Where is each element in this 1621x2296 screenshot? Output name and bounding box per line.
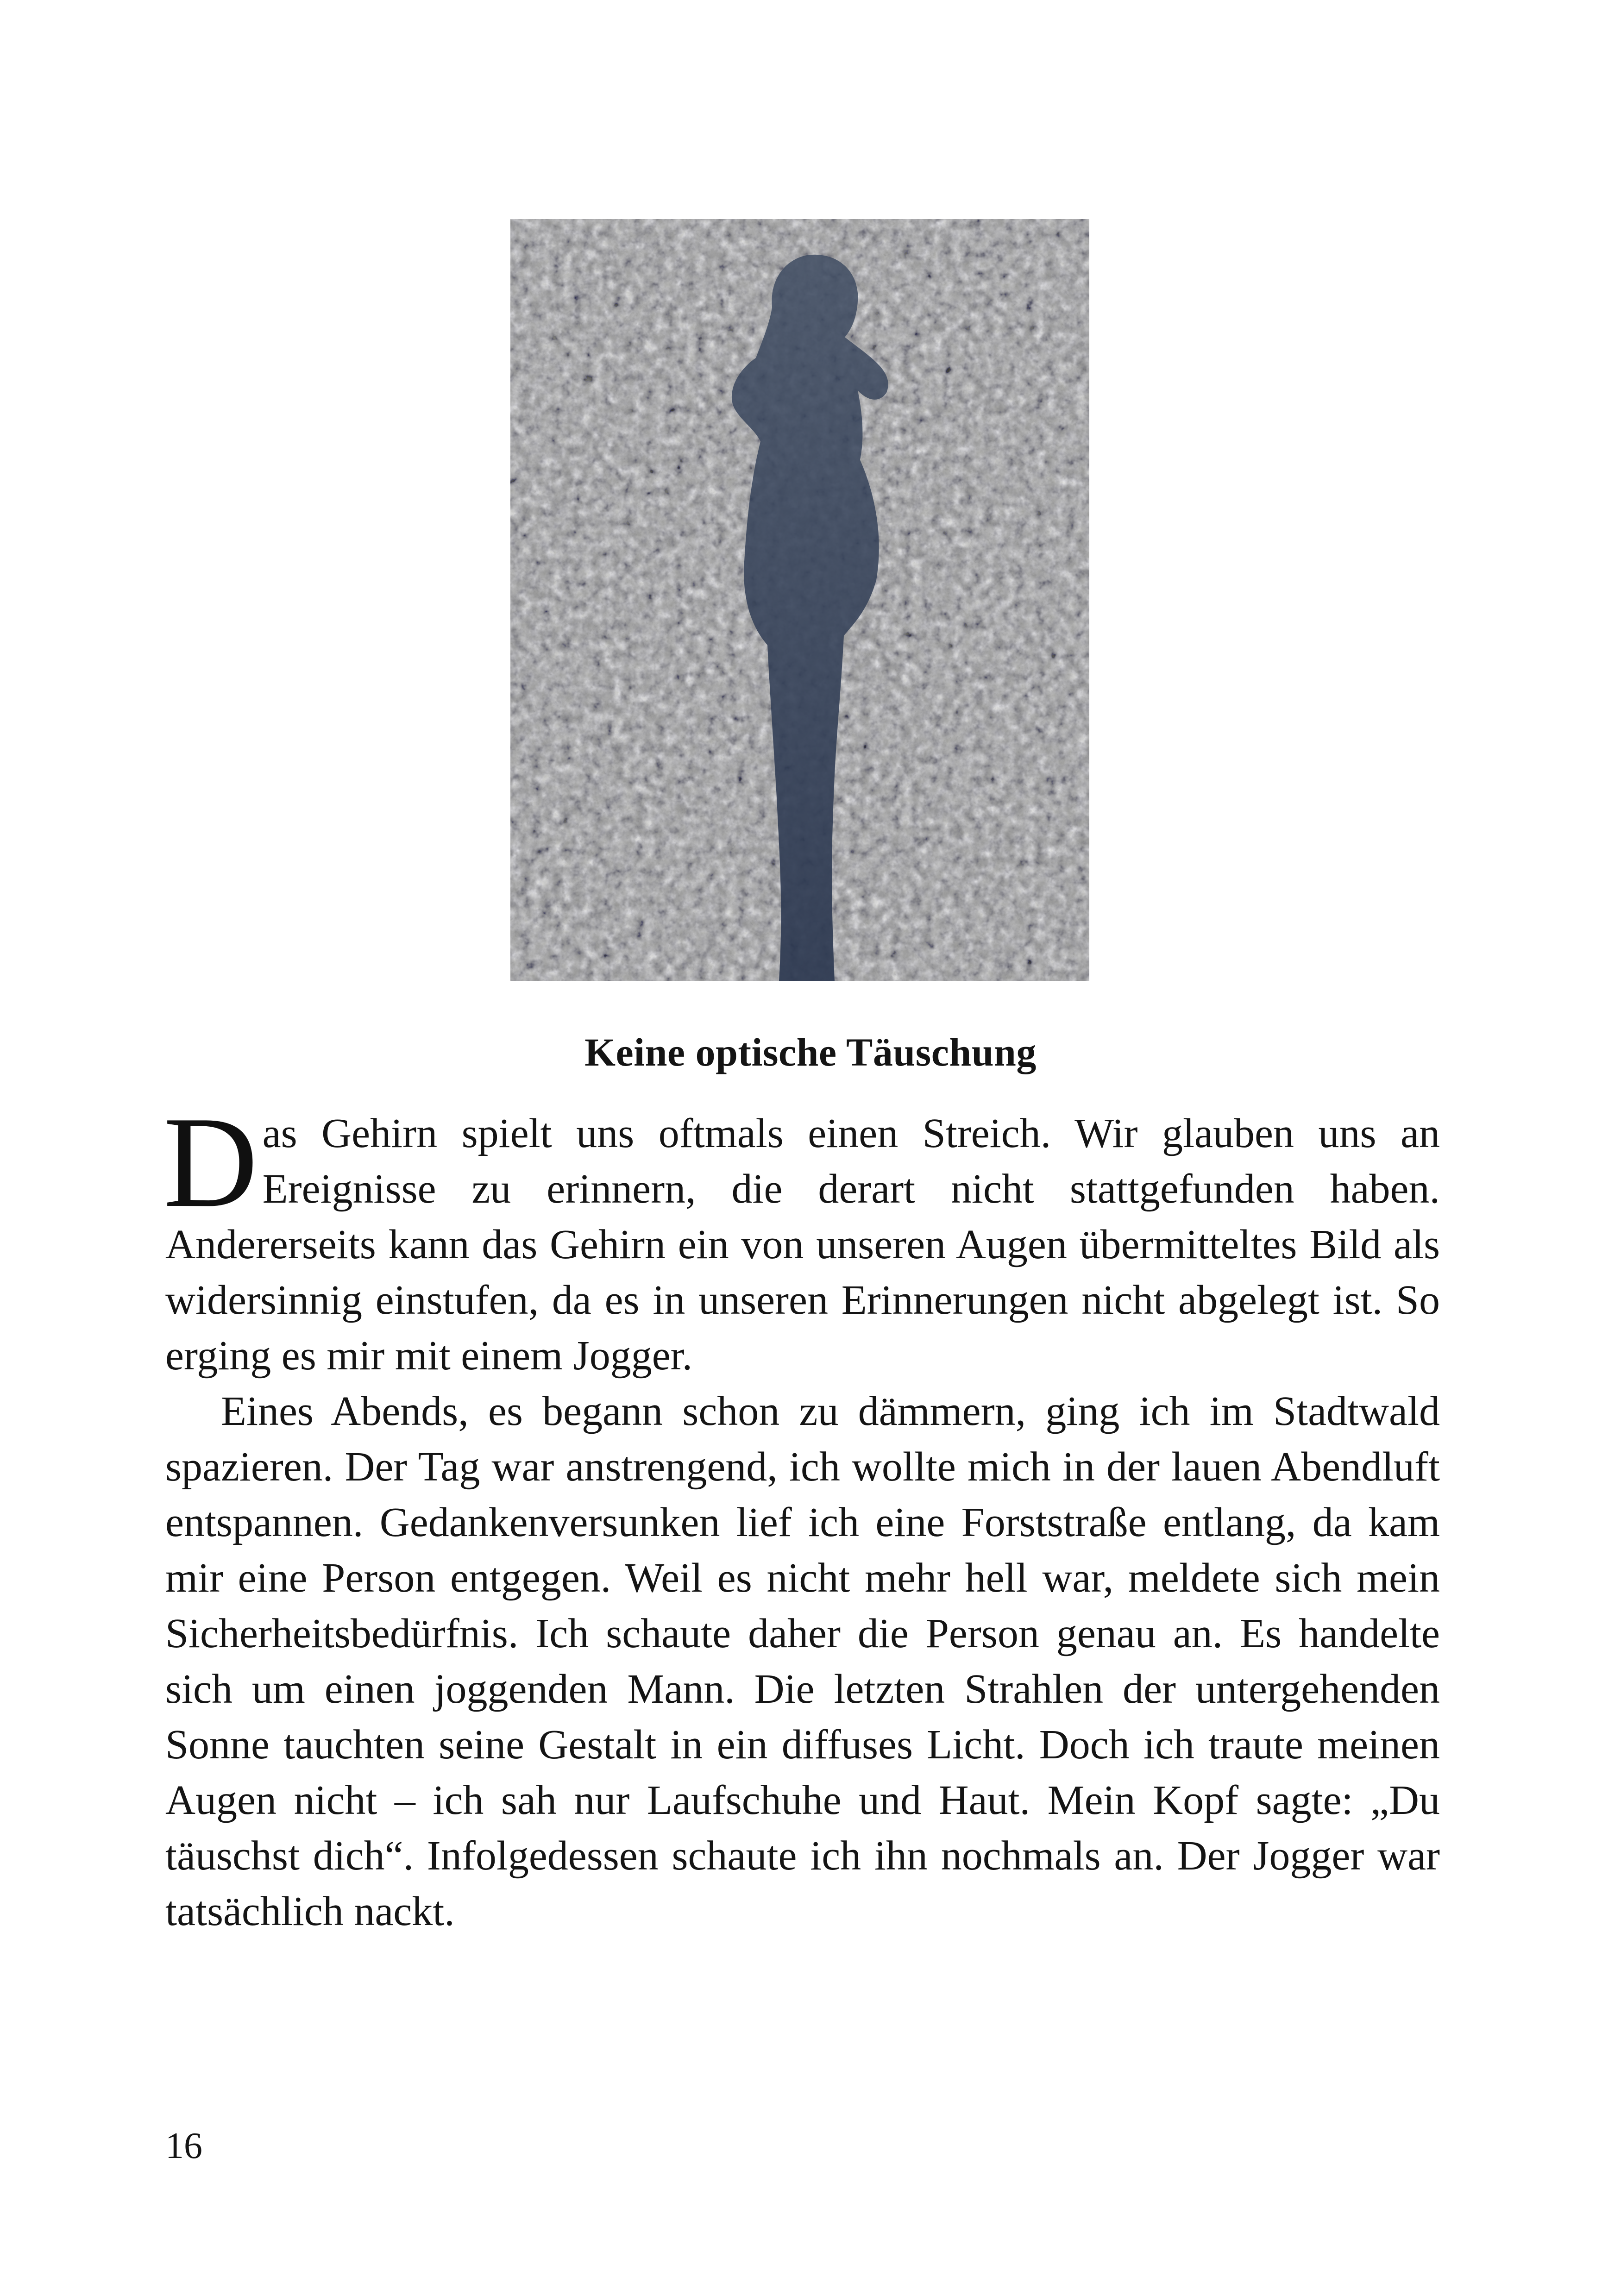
article-title: Keine optische Täuschung [584, 1030, 1037, 1074]
paragraph-2: Eines Abends, es begann schon zu dämmern, ging ich im Stadtwald spazieren. Der Tag war anstrengend, ich wollte mich in der lauen Abendluft entspannen. Gedankenversunken lief ich eine Forststraße entlang, da kam mir eine Person entgegen. Weil es nicht mehr hell war, meldete sich mein Sicherheitsbedürfnis. Ich schaute daher die Person genau an. Es handelte sich um einen joggenden Mann. Die letzten Strahlen der untergehenden Sonne tauchten seine Gestalt in ein diffuses Licht. Doch ich traute meinen Augen nicht – ich sah nur Laufschuhe und Haut. Mein Kopf sagte: „Du täuschst dich“. Infolgedessen schaute ich ihn nochmals an. Der Jogger war tatsächlich nackt. [165, 1388, 1440, 1934]
article-body [163, 1090, 1440, 1939]
paragraph-1 [163, 1090, 1440, 1384]
photo-shadow-on-pebbles-icon [510, 219, 1089, 981]
page-number: 16 [165, 2126, 202, 2166]
shadow-photo [510, 219, 1089, 981]
drop-cap: D [163, 1090, 258, 1234]
paragraph-1-text: as Gehirn spielt uns oftmals einen Streich. Wir glauben uns an Ereignisse zu erinnern, die derart nicht stattgefunden haben. Andererseits kann das Gehirn ein von unseren Augen übermitteltes Bild als widersinnig einstufen, da es in unseren Erinnerungen nicht abgelegt ist. So erging es mir mit einem Jogger. [165, 1110, 1440, 1379]
